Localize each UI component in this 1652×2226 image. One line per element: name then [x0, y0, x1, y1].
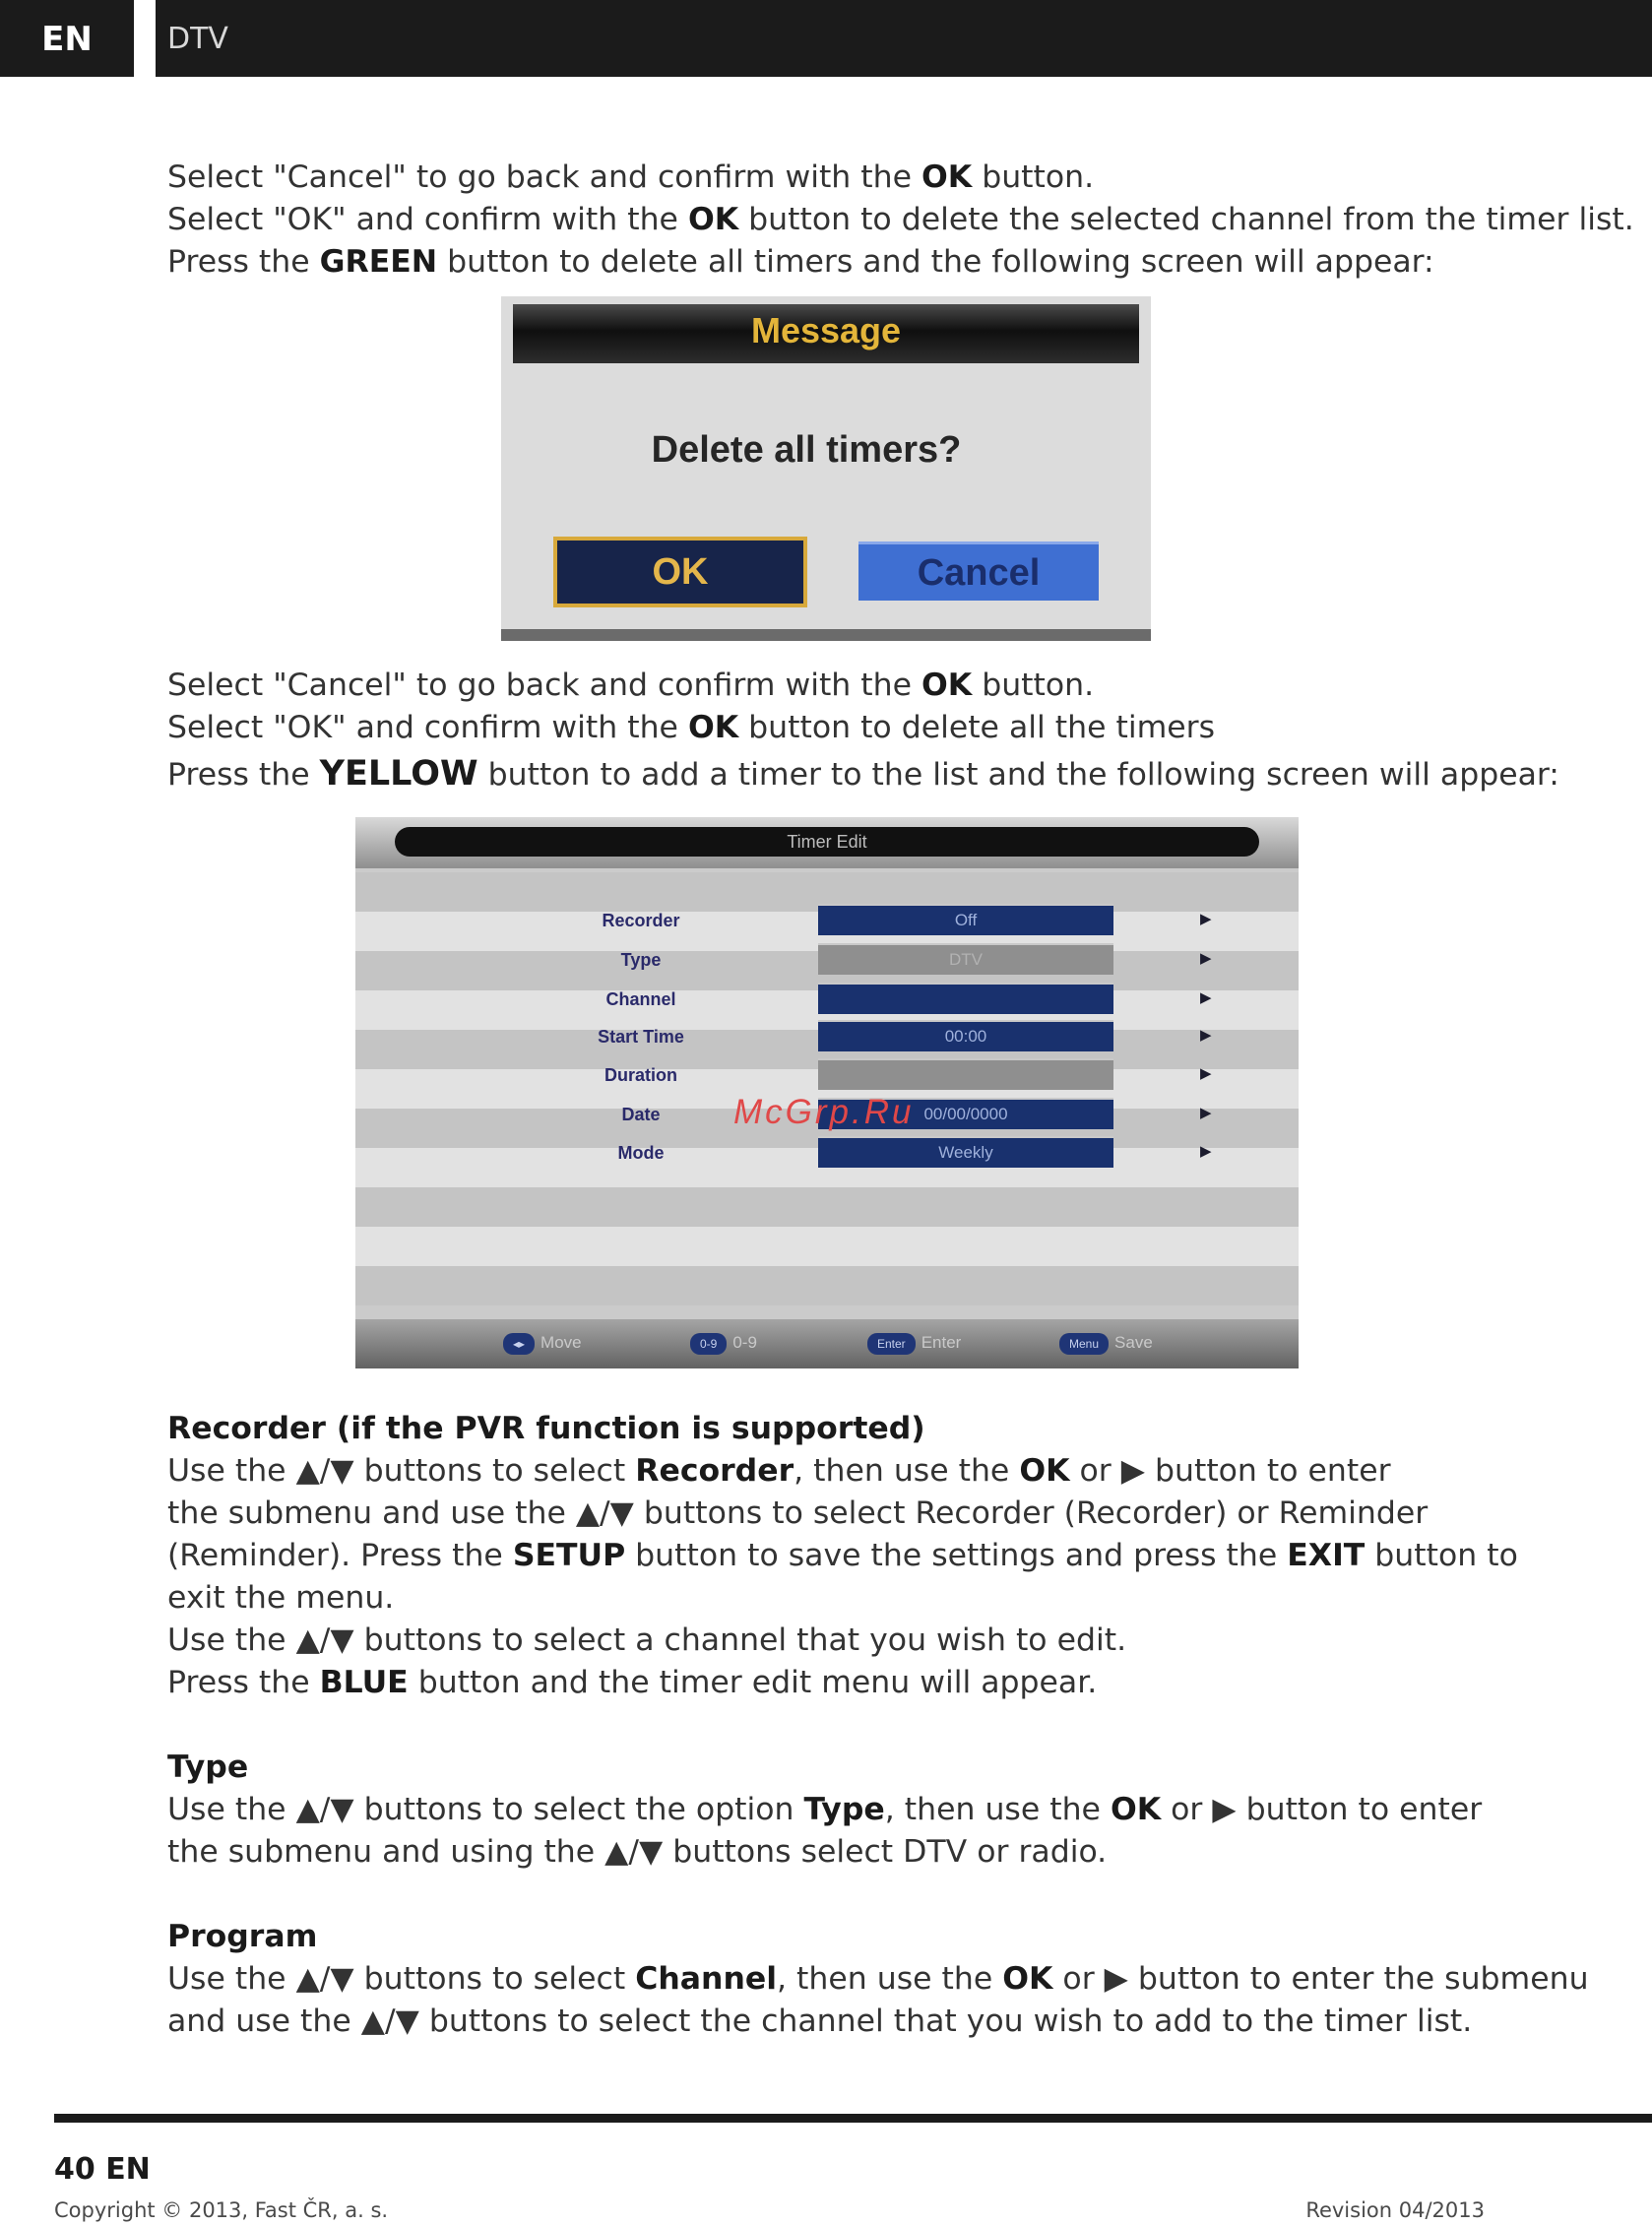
- message-dialog-screenshot: [501, 296, 1151, 641]
- language-tab: EN: [41, 20, 93, 59]
- duration-arrow-icon: ▶: [1200, 1065, 1212, 1082]
- ok-button[interactable]: OK: [553, 537, 807, 607]
- program-heading: Program: [167, 1919, 318, 1954]
- mode-arrow-icon: ▶: [1200, 1143, 1212, 1160]
- timer-edit-footer: [355, 1319, 1299, 1368]
- recorder-line-6: Press the BLUE button and the timer edit menu will appear.: [167, 1665, 1098, 1700]
- intro-line-2: Select "OK" and confirm with the OK button to delete the selected channel from the timer list.: [167, 202, 1634, 237]
- copyright-text: Copyright © 2013, Fast ČR, a. s.: [54, 2198, 389, 2222]
- hint-digits: 0-9 0-9: [690, 1331, 757, 1355]
- after-dialog-line-3: Press the YELLOW button to add a timer to the list and the following screen will appear:: [167, 754, 1559, 794]
- digits-key-icon: 0-9: [690, 1333, 727, 1355]
- timer-edit-top: [355, 817, 1299, 868]
- mode-value[interactable]: Weekly: [818, 1136, 1113, 1168]
- revision-text: Revision 04/2013: [1305, 2198, 1485, 2222]
- recorder-line-3: (Reminder). Press the SETUP button to save the settings and press the EXIT button to: [167, 1538, 1518, 1573]
- recorder-label: Recorder: [602, 911, 680, 930]
- watermark: McGrp.Ru: [733, 1093, 915, 1131]
- dialog-question: Delete all timers?: [651, 429, 962, 471]
- menu-key-icon: Menu: [1059, 1333, 1109, 1355]
- page-number: 40 EN: [54, 2152, 151, 2187]
- timer-edit-title: Timer Edit: [395, 827, 1259, 857]
- section-title: DTV: [167, 22, 228, 56]
- recorder-line-4: exit the menu.: [167, 1580, 395, 1616]
- hint-enter: Enter Enter: [867, 1331, 961, 1355]
- recorder-value[interactable]: Off: [818, 904, 1113, 935]
- type-value[interactable]: DTV: [818, 943, 1113, 975]
- recorder-line-5: Use the ▲/▼ buttons to select a channel that you wish to edit.: [167, 1622, 1127, 1658]
- dialog-title-bar: [513, 304, 1139, 363]
- type-label: Type: [620, 950, 662, 970]
- recorder-arrow-icon: ▶: [1200, 911, 1212, 927]
- header-divider: [134, 0, 156, 77]
- date-value[interactable]: 00/00/0000: [818, 1098, 1113, 1129]
- dialog-title: Message: [750, 310, 902, 350]
- recorder-line-2: the submenu and use the ▲/▼ buttons to select Recorder (Recorder) or Reminder: [167, 1495, 1429, 1531]
- page-header: [0, 0, 1652, 77]
- type-line-1: Use the ▲/▼ buttons to select the option Type, then use the OK or ▶ button to enter: [167, 1792, 1483, 1827]
- date-arrow-icon: ▶: [1200, 1105, 1212, 1121]
- type-heading: Type: [167, 1749, 249, 1785]
- mode-label: Mode: [617, 1143, 665, 1163]
- dialog-bottom-bar: [501, 629, 1151, 641]
- hint-save: Menu Save: [1059, 1331, 1153, 1355]
- enter-key-icon: Enter: [867, 1333, 916, 1355]
- type-line-2: the submenu and using the ▲/▼ buttons select DTV or radio.: [167, 1834, 1108, 1870]
- program-line-1: Use the ▲/▼ buttons to select Channel, then use the OK or ▶ button to enter the submenu: [167, 1961, 1589, 1997]
- date-label: Date: [621, 1105, 661, 1124]
- program-line-2: and use the ▲/▼ buttons to select the channel that you wish to add to the timer list.: [167, 2003, 1473, 2039]
- after-dialog-line-1: Select "Cancel" to go back and confirm with the OK button.: [167, 668, 1095, 703]
- start-time-label: Start Time: [598, 1027, 684, 1047]
- cancel-button[interactable]: Cancel: [858, 541, 1099, 601]
- hint-move: ◂▸ Move: [503, 1331, 582, 1355]
- channel-arrow-icon: ▶: [1200, 989, 1212, 1006]
- recorder-heading: Recorder (if the PVR function is supported): [167, 1411, 925, 1446]
- footer-rule: [54, 2114, 1652, 2123]
- channel-label: Channel: [605, 989, 676, 1009]
- type-arrow-icon: ▶: [1200, 950, 1212, 967]
- duration-label: Duration: [604, 1065, 677, 1085]
- recorder-line-1: Use the ▲/▼ buttons to select Recorder, then use the OK or ▶ button to enter: [167, 1453, 1391, 1489]
- duration-value[interactable]: [818, 1058, 1113, 1090]
- after-dialog-line-2: Select "OK" and confirm with the OK button to delete all the timers: [167, 710, 1216, 745]
- channel-value[interactable]: [818, 983, 1113, 1014]
- intro-line-3: Press the GREEN button to delete all timers and the following screen will appear:: [167, 244, 1434, 280]
- start-time-arrow-icon: ▶: [1200, 1027, 1212, 1044]
- start-time-value[interactable]: 00:00: [818, 1020, 1113, 1051]
- move-key-icon: ◂▸: [503, 1333, 535, 1355]
- intro-line-1: Select "Cancel" to go back and confirm with the OK button.: [167, 159, 1095, 195]
